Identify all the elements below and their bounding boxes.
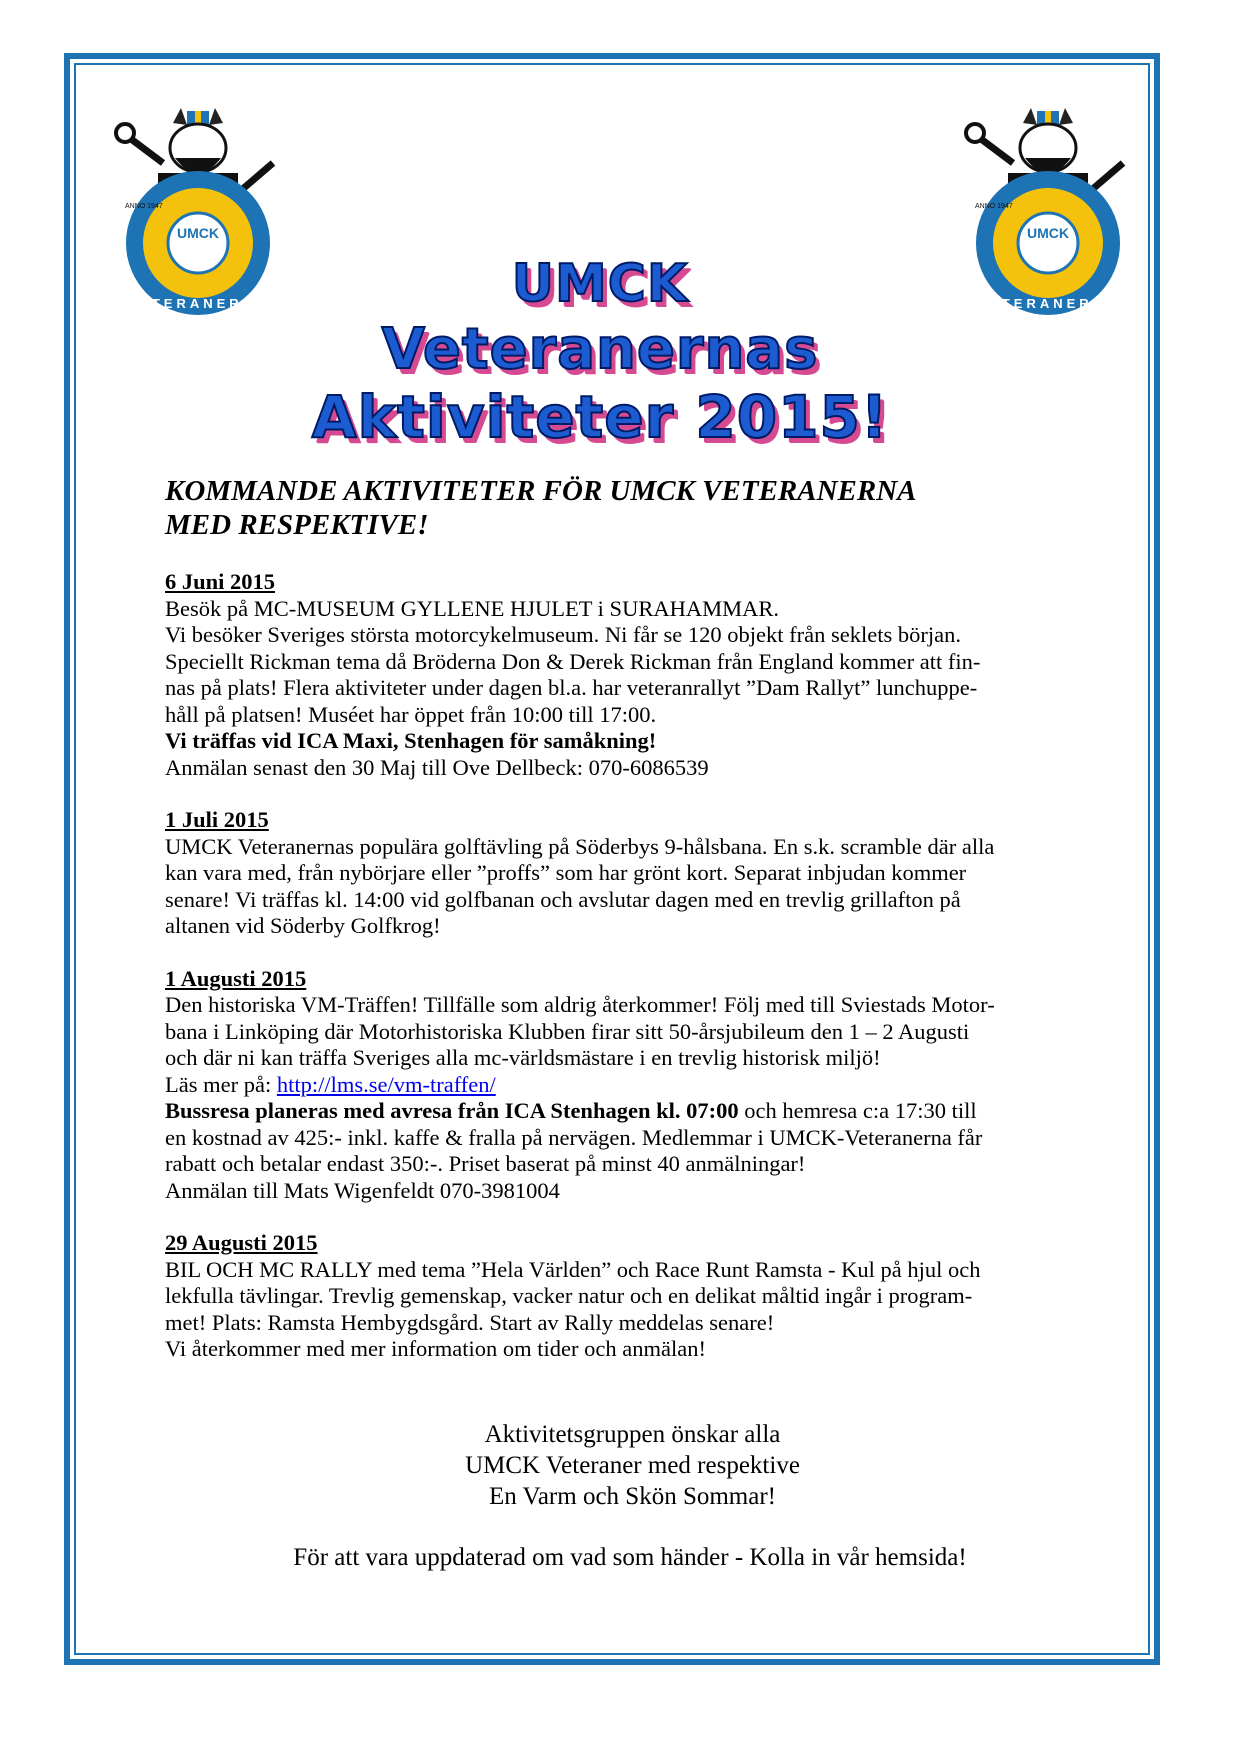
activity-text-line: altanen vid Söderby Golfkrog! xyxy=(165,913,441,938)
heading-line-1: KOMMANDE AKTIVITETER FÖR UMCK VETERANERNA xyxy=(165,475,917,507)
activity-date: 6 Juni 2015 xyxy=(165,569,276,594)
logo-inner-text: UMCK xyxy=(177,225,219,241)
activity-date: 1 Juli 2015 xyxy=(165,807,269,832)
activity-section-juli xyxy=(165,807,1100,940)
activity-meeting-point: Vi träffas vid ICA Maxi, Stenhagen för samåkning! xyxy=(165,728,657,753)
activity-text-line: Vi besöker Sveriges största motorcykelmuseum. Ni får se 120 objekt från seklets början. xyxy=(165,622,961,647)
heading-line-2: MED RESPEKTIVE! xyxy=(165,509,429,541)
activity-text-line: nas på plats! Flera aktiviteter under dagen bl.a. har veteranrallyt ”Dam Rallyt” lunchuppe- xyxy=(165,675,978,700)
activity-text-line: Vi återkommer med mer information om tider och anmälan! xyxy=(165,1336,706,1361)
activity-text-line: håll på platsen! Muséet har öppet från 10:00 till 17:00. xyxy=(165,701,657,727)
closing-greeting xyxy=(165,1419,1100,1512)
activity-text-line: met! Plats: Ramsta Hembygdsgård. Start av Rally meddelas senare! xyxy=(165,1309,775,1335)
activity-text-line: Besök på MC-MUSEUM GYLLENE HJULET i SURAHAMMAR. xyxy=(165,595,779,621)
read-more-prefix: Läs mer på: xyxy=(165,1071,277,1097)
activity-text-line: senare! Vi träffas kl. 14:00 vid golfbanan och avslutar dagen med en trevlig grillafton på xyxy=(165,886,961,912)
activity-date: 29 Augusti 2015 xyxy=(165,1230,318,1255)
bus-trip-rest: och hemresa c:a 17:30 till xyxy=(738,1098,977,1123)
footer-website-note: För att vara uppdaterad om vad som händer - Kolla in vår hemsida! xyxy=(293,1544,967,1571)
activity-text-line: rabatt och betalar endast 350:-. Priset baserat på minst 40 anmälningar! xyxy=(165,1151,806,1176)
activity-text-line: Den historiska VM-Träffen! Tillfälle som aldrig återkommer! Följ med till Sviestads Motor- xyxy=(165,992,995,1017)
activity-text-line: och där ni kan träffa Sveriges alla mc-världsmästare i en trevlig historisk miljö! xyxy=(165,1045,881,1070)
logo-inner-text: UMCK xyxy=(1027,225,1069,241)
activity-section-augusti-1 xyxy=(165,966,1100,1205)
banner-line-3: Aktiviteter 2015! xyxy=(311,383,889,451)
activity-text-line: en kostnad av 425:- inkl. kaffe & fralla på nervägen. Medlemmar i UMCK-Veteranerna får xyxy=(165,1124,983,1150)
activity-section-augusti-29 xyxy=(165,1230,1100,1363)
activity-text-line: lekfulla tävlingar. Trevlig gemenskap, vacker natur och en delikat måltid ingår i program- xyxy=(165,1283,973,1308)
activity-section-juni xyxy=(165,569,1100,781)
activity-text-line: kan vara med, från nybörjare eller ”proffs” som har grönt kort. Separat inbjudan kommer xyxy=(165,860,967,885)
banner-line-2: Veteranernas xyxy=(381,317,819,382)
activities-list xyxy=(165,569,1100,1389)
activity-text-line: BIL OCH MC RALLY med tema ”Hela Världen” och Race Runt Ramsta - Kul på hjul och xyxy=(165,1256,981,1282)
closing-line-3: En Varm och Skön Sommar! xyxy=(488,1483,776,1510)
page-heading xyxy=(165,474,1095,542)
logo-anno-text: ANNO 1947 xyxy=(975,203,1013,210)
umck-veteranerna-logo-right xyxy=(953,103,1143,328)
activity-text-line: bana i Linköping där Motorhistoriska Klubben firar sitt 50-årsjubileum den 1 – 2 Augusti xyxy=(165,1018,970,1044)
logo-anno-text: ANNO 1947 xyxy=(125,203,163,210)
vm-traffen-link[interactable]: http://lms.se/vm-traffen/ xyxy=(276,1071,496,1097)
activity-text-line: UMCK Veteranernas populära golftävling på Söderbys 9-hålsbana. En s.k. scramble där alla xyxy=(165,833,995,859)
read-more-line xyxy=(165,1072,1100,1099)
closing-line-1: Aktivitetsgruppen önskar alla xyxy=(484,1421,781,1448)
activity-date: 1 Augusti 2015 xyxy=(165,965,307,991)
activity-registration: Anmälan senast den 30 Maj till Ove Dellbeck: 070-6086539 xyxy=(165,754,709,780)
activity-registration: Anmälan till Mats Wigenfeldt 070-3981004 xyxy=(165,1177,560,1203)
banner-line-1: UMCK xyxy=(511,254,689,314)
banner-title xyxy=(240,254,960,451)
logo-ring-text: VETERANERNA xyxy=(126,296,270,311)
activity-text-line: Speciellt Rickman tema då Bröderna Don & Derek Rickman från England kommer att fin- xyxy=(165,648,981,674)
bus-trip-bold: Bussresa planeras med avresa från ICA Stenhagen kl. 07:00 xyxy=(165,1098,739,1123)
closing-line-2: UMCK Veteraner med respektive xyxy=(465,1452,800,1479)
logo-ring-text: VETERANERNA xyxy=(976,296,1120,311)
bus-trip-line xyxy=(165,1098,1100,1125)
